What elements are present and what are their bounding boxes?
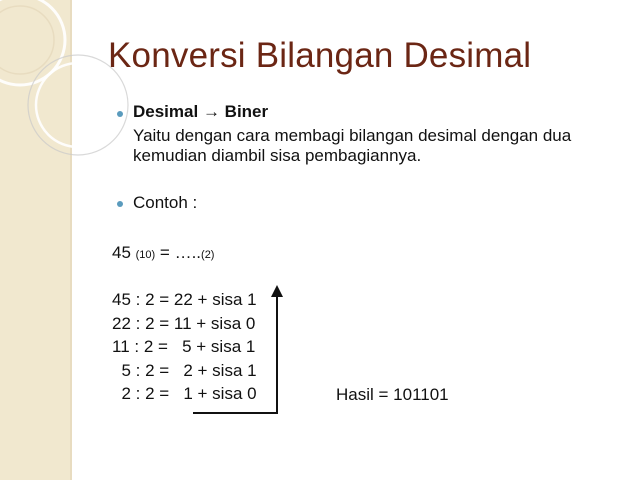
division-row: 2 : 2 = 1 + sisa 0 <box>112 384 257 403</box>
up-arrow-icon <box>185 285 290 420</box>
right-arrow-icon: → <box>202 102 220 121</box>
bullet-dot <box>117 111 123 117</box>
division-row: 5 : 2 = 2 + sisa 1 <box>112 360 257 380</box>
bullet-heading <box>133 102 268 122</box>
example-line <box>112 243 214 263</box>
example-base-to: (2) <box>201 249 215 261</box>
result-text: Hasil = 101101 <box>336 385 449 404</box>
heading-desimal: Desimal <box>133 102 199 121</box>
bullet-contoh: Contoh : <box>133 193 198 212</box>
division-row: 45 : 2 = 22 + sisa 1 <box>112 290 257 309</box>
division-row: 22 : 2 = 11 + sisa 0 <box>112 313 256 333</box>
example-equals: = ….. <box>155 243 202 262</box>
heading-biner: Biner <box>224 102 269 121</box>
example-base-from: (10) <box>135 249 156 261</box>
bullet-body-line-2: kemudian diambil sisa pembagiannya. <box>133 146 422 165</box>
example-number: 45 <box>112 243 136 262</box>
bullet-body-line-1: Yaitu dengan cara membagi bilangan desimal dengan dua <box>133 126 572 145</box>
division-row: 11 : 2 = 5 + sisa 1 <box>112 337 256 356</box>
slide-title: Konversi Bilangan Desimal <box>108 36 532 75</box>
bullet-dot <box>117 201 123 207</box>
